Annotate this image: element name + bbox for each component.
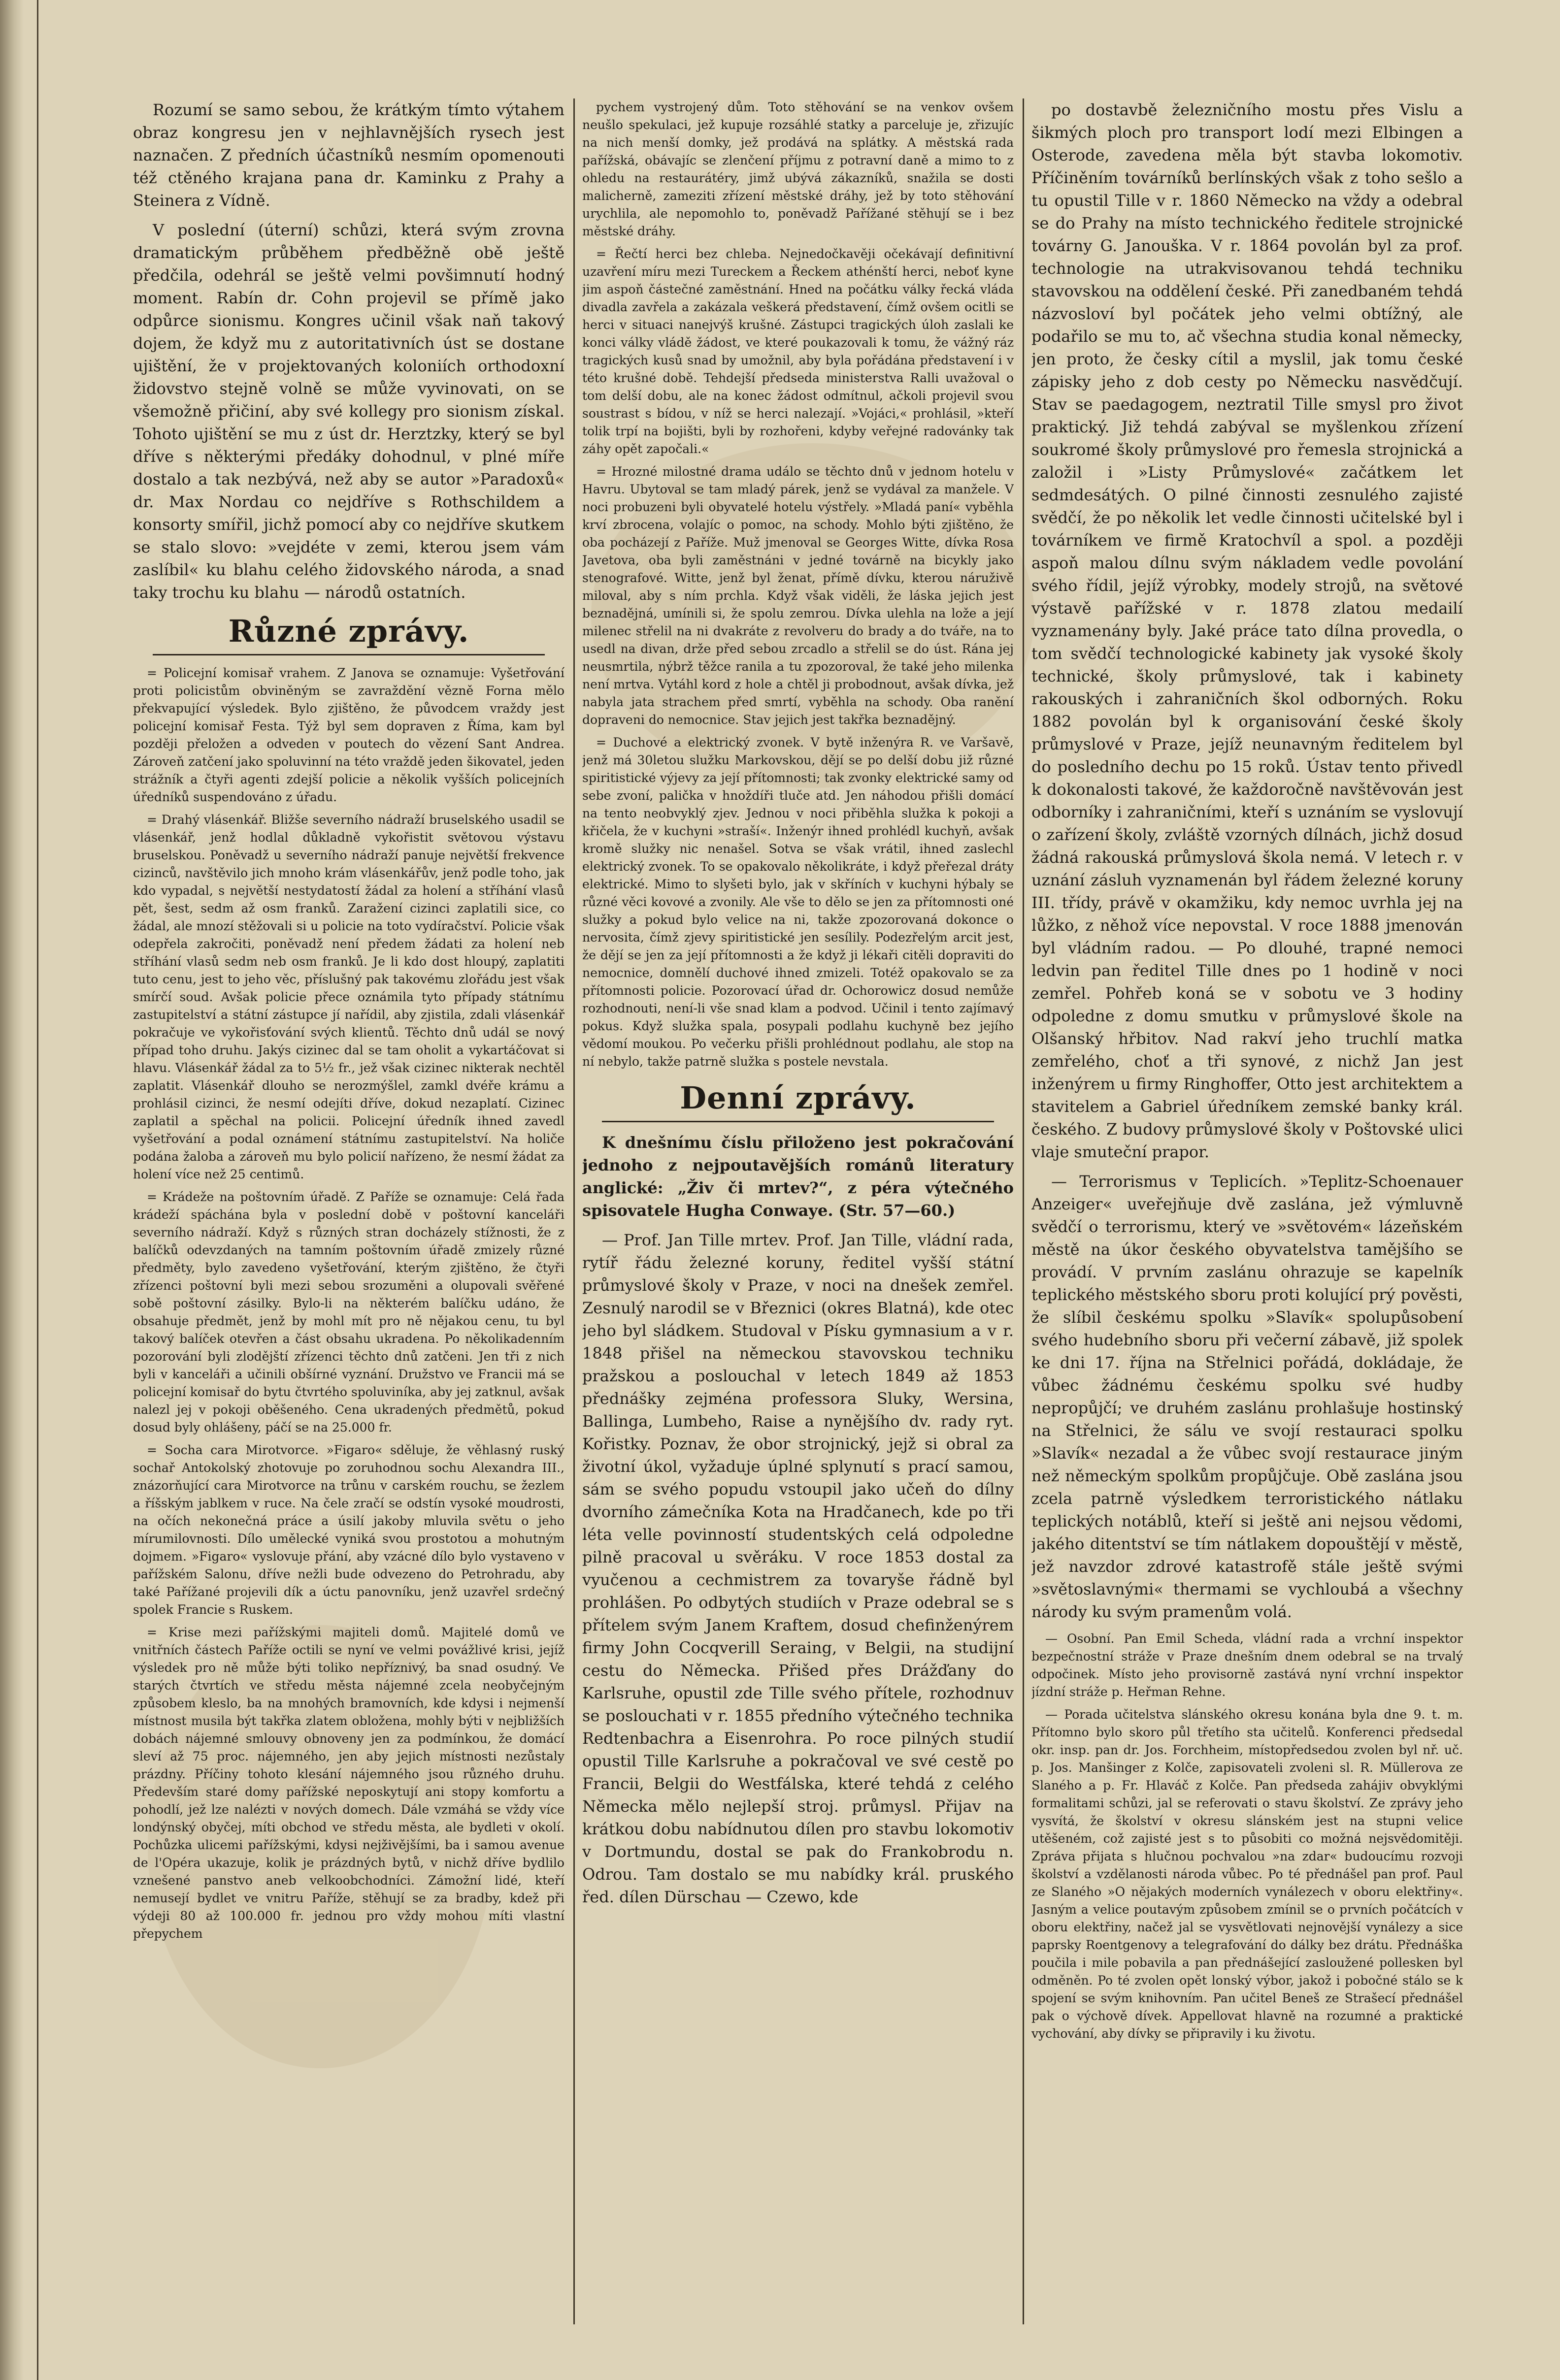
section-heading — [582, 1080, 1014, 1122]
article-paragraph: = Duchové a elektrický zvonek. V bytě inženýra R. ve Varšavě, jenž má 30letou služku Markovskou, dějí se po delší dobu již různé spiritistické výjevy za její přítomnosti; tak zvonky elektrické samy od sebe zvoní, palička v hnoždíři tluče atd. Jen náhodou přišli domácí na tento neobvyklý zjev. Jednou v noci přiběhla služka k pokoji a křičela, že v kuchyni »straší«. Inženýr ihned prohlédl kuchyň, avšak kromě služky nic nenašel. Sotva se však vrátil, ihned zaslechl elektrický zvonek. To se opakovalo několikráte, i když přeřezal dráty elektrické. Mimo to slyšeti bylo, jak v skříních v kuchyni hýbaly se různé věci kovové a zvonily. Ale vše to dělo se jen za přítomnosti oné služky a pokud bylo velice na ni, takže zpozorovaná dokonce o nervosita, čímž zjevy spiritistické jen sesílily. Podezřelým arcit jest, že dějí se jen za její přítomnosti a že když ji lékaři citěli dopraviti do nemocnice, domnělí duchové ihned zmizeli. Totéž opakovalo se za přítomnosti policie. Pozorovací úřad dr. Ochorowicz dosud nemůže rozhodnouti, není-li vše snad klam a podvod. Učinil i tento zajímavý pokus. Když služka spala, posypali podlahu kuchyně bez jejího vědomí moukou. Po večerku přišli prohlédnout podlahu, ale stop na ní nebylo, takže patrně služka s postele nevstala. — [582, 735, 1014, 1069]
section-heading — [133, 614, 564, 655]
article-paragraph: — Osobní. Pan Emil Scheda, vládní rada a vrchní inspektor bezpečnostní stráže v Praze dnešním dnem odebral se na trvalý odpočinek. Místo jeho provisorně zastává nyní vrchní inspektor jízdní stráže p. Heřman Rehne. — [1031, 1631, 1463, 1699]
heading-underline — [602, 1121, 994, 1122]
column-rule — [573, 98, 575, 2324]
article-paragraph: = Drahý vlásenkář. Bližše severního nádraží bruselského usadil se vlásenkář, jenž hodlal důkladně vykořistit světovou výstavu bruselskou. Poněvadž u severního nádraží panuje největší frekvence cizinců, navštěvilo jich mnoho krám vlásenkářův, jenž podle toho, jak kdo vypadal, s největší nestydatostí žádal za holení a stříhání vlasů pět, šest, sedm až osm franků. Zaražení cizinci zaplatili sice, co žádal, ale mnozí stěžovali si u policie na toto vydíračství. Policie však odepřela zakročiti, poněvadž není předem žádati za holení neb stříhání vlasů sedm neb osm franků. Je li kdo dost hloupý, zaplatiti tuto cenu, jest to jeho věc, příslušný pak takovému zlořádu jest však smírčí soud. Avšak policie přece oznámila tyto případy státnímu zastupitelství a státní zástupce jí nařídil, aby zjistila, zdali vlásenkář pokračuje ve vykořisťování svých klientů. Těchto dnů udál se nový případ toho druhu. Jakýs cizinec dal se tam oholit a vykartáčovat si hlavu. Vlásenkář žádal za to 5½ fr., jež však cizinec nikterak nechtěl zaplatit. Vlásenkář dlouho se nerozmýšlel, zamkl dvéře krámu a prohlásil cizinci, že nesmí odejíti dříve, dokud nezaplatí. Cizinec zaplatil a spěchal na policii. Policejní úředník ihned zavedl vyšetřování a podal oznámení státnímu zastupitelství. Na holiče podána žaloba a zároveň mu bylo policií nařízeno, že nesmí žádat za holení více než 25 centimů. — [133, 813, 564, 1181]
heading-underline — [153, 654, 545, 655]
margin-rule — [37, 0, 38, 2380]
section-heading-text: Denní zprávy. — [680, 1080, 916, 1116]
page-body — [133, 98, 1512, 2324]
article-paragraph: V poslední (úterní) schůzi, která svým zrovna dramatickým průběhem předběžně obě ještě předčila, odehrál se ještě velmi povšimnutí hodný moment. Rabín dr. Cohn projevil se přímě jako odpůrce sionismu. Kongres učinil však naň takový dojem, že když mu z autoritativních úst se dostane ujištění, že v projektovaných koloniích orthodoxní židovstvo stejně volně se může vyvinovati, on se všemožně přičiní, aby své kollegy pro sionism získal. Tohoto ujištění se mu z úst dr. Herztzky, který se byl dříve s některými předáky dohodnul, v plné míře dostalo a tak nezbývá, než aby se autor »Paradoxů« dr. Max Nordau co nejdříve s Rothschildem a konsorty smířil, jichž pomocí aby co nejdříve skutkem se stalo slovo: »vejdéte v zemi, kterou jsem vám zaslíbil« ku blahu celého židovského národa, a snad taky trochu ku blahu — národů ostatních. — [133, 221, 564, 602]
article-paragraph: = Hrozné milostné drama událo se těchto dnů v jednom hotelu v Havru. Ubytoval se tam mladý párek, jenž se vydával za manžele. V noci probuzeni byli obyvatelé hotelu výstřely. »Mladá paní« vyběhla krví zbrocena, volajíc o pomoc, na schody. Mohlo býti zjištěno, že oba pocházejí z Paříže. Muž jmenoval se Georges Witte, dívka Rosa Javetova, oba byli zaměstnáni v jedné továrně na bicykly jako stenografové. Witte, jenž byl ženat, přímě dívku, kterou náruživě miloval, aby s ním prchla. Když však viděli, že láska jejich jest beznadějná, umínili si, že spolu zemrou. Dívka ulehla na lože a její milenec střelil na ni dvakráte z revolveru do brady a do tváře, na to usedl na divan, drže před sebou zrcadlo a střelil se do úst. Rána jej neusmrtila, nýbrž těžce ranila a tu zpozoroval, že také jeho milenka není mrtva. Vytáhl kord z hole a chtěl ji probodnout, avšak dívka, jež nabyla jata strachem před smrtí, vyběhla na schody. Oba ranění dopraveni do nemocnice. Stav jejich jest takřka beznadějný. — [582, 464, 1014, 727]
article-paragraph: Rozumí se samo sebou, že krátkým tímto výtahem obraz kongresu jen v nejhlavnějších rysech jest naznačen. Z předních účastníků nesmím opomenouti též ctěného krajana pana dr. Kaminku z Prahy a Steinera z Vídně. — [133, 100, 564, 210]
column-rule — [1023, 98, 1024, 2324]
article-paragraph: po dostavbě železničního mostu přes Vislu a šikmých ploch pro transport lodí mezi Elbingen a Osterode, zavedena měla být stavba lokomotiv. Příčiněním továrníků berlínských však z toho sešlo a tu opustil Tille v r. 1860 Německo na vždy a odebral se do Prahy na místo technického ředitele strojnické továrny G. Janouška. V r. 1864 povolán byl za prof. technologie na utrakvisovanou tehdá techniku stavovskou na oddělení české. Při zanedbaném tehdá názvosloví byl počátek jeho velmi obtížný, ale podařilo se mu to, ač všechna studia konal německy, jen proto, že česky cítil a myslil, jak tomu české zápisky jeho z dob cesty po Německu nasvědčují. Stav se paedagogem, neztratil Tille smysl pro život praktický. Již tehdá zabýval se myšlenkou zřízení soukromé školy průmyslové pro řemesla strojnická a založil i »Listy Průmyslové« začátkem let sedmdesátých. O pilné činnosti zesnulého zajisté svědčí, že po několik let vedle činnosti učitelské byl i továrníkem ve firmě Kratochvíl a spol. a později aspoň malou dílnu svým nákladem vedle povolání svého řídil, jejíž výrobky, modely strojů, na světové výstavě pařížské v r. 1878 zlatou medailí vyznamenány byly. Jaké práce tato dílna provedla, o tom svědčí technologické kabinety jak vysoké školy technické, školy průmyslové, tak i kabinety rakouských i zahraničních škol odborných. Roku 1882 povolán byl k organisování české školy průmyslové v Praze, jejíž neunavným ředitelem byl do posledního dechu po 15 roků. Ústav tento přivedl k dokonalosti takové, že každoročně navštěvován jest odborníky i zahraničními, kteří s uznáním se vyslovují o zařízení školy, zvláště vzorných dílnách, jichž dosud žádná rakouská průmyslová škola nemá. V letech r. v uznání zásluh vyznamenán byl řádem železné koruny III. třídy, právě v okamžiku, kdy nemoc uvrhla jej na lůžko, z něhož více nepovstal. V roce 1888 jmenován byl vládním radou. — Po dlouhé, trapné nemoci ledvin pan ředitel Tille dnes po 1 hodině v noci zemřel. Pohřeb koná se v sobotu ve 3 hodiny odpoledne z domu smutku v průmyslové škole na Olšanský hřbitov. Nad rakví jeho truchlí matka zemřelého, choť a tři synové, z nichž Jan jest inženýrem u firmy Ringhoffer, Otto jest architektem a stavitelem a Gabriel úředníkem zemské banky král. českého. Z budovy průmyslové školy v Poštovské ulici vlaje smuteční prapor. — [1031, 100, 1463, 1161]
article-paragraph: = Krádeže na poštovním úřadě. Z Paříže se oznamuje: Celá řada krádeží spáchána byla v poslední době v poštovní kanceláři severního nádraží. Když s různých stran docházely stížnosti, že z balíčků odevzdaných na tamním poštovním úřadě zmizely různé předměty, bylo zavedeno vyšetřování, kterým zjištěno, že čtyři zřízenci poštovní byli mezi sebou srozuměni a olupovali svěřené sobě poštovní zásilky. Bylo-li na některém balíčku udáno, že obsahuje předmět, jenž by mohl mít pro ně nějakou cenu, tu byl takový balíček otevřen a část obsahu ukradena. Po několikadenním pozorování byli zlodějští zřízenci těchto dnů zatčeni. Jen tři z nich byli v kanceláři a učinili obšírné vyznání. Družstvo ve Francii má se policejní komisař do bytu čtvrtého spoluviníka, aby jej zatknul, avšak nalezl jej v pokoji oběšeného. Cena ukradených předmětů, pokud dosud byly ohlášeny, páčí se na 25.000 fr. — [133, 1190, 564, 1435]
section-heading-text: Různé zprávy. — [228, 613, 469, 649]
column-left — [133, 98, 564, 2324]
article-paragraph: K dnešnímu číslu přiloženo jest pokračování jednoho z nejpoutavějších románů literatury anglické: „Živ či mrtev?“, z péra výtečného spisovatele Hugha Conwaye. (Str. 57—60.) — [582, 1133, 1014, 1220]
column-middle — [582, 98, 1014, 2324]
article-paragraph: pychem vystrojený dům. Toto stěhování se na venkov ovšem neušlo spekulaci, jež kupuje rozsáhlé statky a parceluje je, zřizujíc na nich menší domky, jež prodává na splátky. A městská rada pařížská, obávajíc se zlenčení příjmu z potravní daně a mimo to z ohledu na restaurátéry, jimž ubývá zákazníků, snažila se dosti malicherně, zameziti zřízení městské dráhy, jež by toto stěhování urychlila, ale nepomohlo to, poněvadž Pařížané stěhují se i bez městské dráhy. — [582, 100, 1014, 238]
article-paragraph: = Řečtí herci bez chleba. Nejnedočkavěji očekávají definitivní uzavření míru mezi Tureckem a Řeckem athénští herci, neboť kyne jim aspoň částečné zaměstnání. Hned na počátku války řecká vláda divadla zavřela a zakázala veškerá představení, čímž ovšem ocitli se herci v situaci nanejvýš krušné. Zástupci tragických úloh zaslali ke konci války vládě žádost, ve které poukazovali k tomu, že vážný ráz tragických kusů snad by umožnil, aby byla pořádána představení i v této krušné době. Tehdejší předseda ministerstva Ralli uvažoval o tom delší dobu, ale na konec žádost odmítnul, ačkoli projevil svou soustrast s bídou, v níž se herci nalezají. »Vojáci,« prohlásil, »kteří tolik trpí na bojišti, byli by rozhořeni, kdyby veřejné radovánky tak záhy opět započali.« — [582, 247, 1014, 456]
article-paragraph: = Policejní komisař vrahem. Z Janova se oznamuje: Vyšetřování proti policistům obviněným se zavraždění vězně Forna mělo překvapující výsledek. Bylo zjištěno, že původcem vraždy jest policejní komisař Festa. Týž byl sem dopraven z Říma, kam byl později přeložen a odveden v poutech do vězení Sant Andrea. Zároveň zatčení jako spoluvinní na této vraždě jeden šikovatel, jeden strážník a čtyři agenti zdejší policie a několik vyšších policejních úředníků suspendováno z úřadu. — [133, 666, 564, 804]
article-paragraph: — Terrorismus v Teplicích. »Teplitz-Schoenauer Anzeiger« uveřejňuje dvě zaslána, jež výmluvně svědčí o terrorismu, který ve »světovém« lázeňském městě na úkor českého obyvatelstva tamějšího se provádí. V prvním zaslánu ohrazuje se kapelník teplického městského sboru proti kolující prý pověsti, že slíbil českému spolku »Slavík« spolupůsobení svého hudebního sboru při večerní zábavě, již spolek ke dni 17. října na Střelnici pořádá, dokládaje, že vůbec žádnému českému spolku své hudby nepropůjčí; ve druhém zaslánu prohlašuje hostinský na Střelnici, že sálu ve svojí restauraci spolku »Slavík« nezadal a že vůbec svojí restaurace jiným než německým spolkům propůjčuje. Obě zaslána jsou zcela patrně výsledkem terroristického nátlaku teplických notáblů, kteří si ještě ani nejsou vědomi, jakého ditentství se tím nátlakem dopouštějí v městě, jež navzdor zdrové katastrofě stále ještě svými »světoslavnými« thermami se vychloubá a všechny národy ku svým pramenům volá. — [1031, 1172, 1463, 1621]
article-paragraph: = Socha cara Mirotvorce. »Figaro« sděluje, že věhlasný ruský sochař Antokolský zhotovuje po zoruhodnou sochu Alexandra III., znázorňující cara Mirotvorce na trůnu v carském rouchu, se žezlem a říšským jablkem v ruce. Na čele zračí se odstín vysoké moudrosti, na očích nekonečná práce a úsilí jakoby mluvila světu o jeho mírumilovnosti. Dílo umělecké vyniká svou prostotou a mohutným dojmem. »Figaro« vyslovuje přání, aby vzácné dílo bylo vystaveno v pařížském Salonu, dříve nežli bude odvezeno do Petrohradu, aby také Pařížané projevili dík a úctu panovníku, jenž uzavřel srdečný spolek Francie s Ruskem. — [133, 1443, 564, 1617]
binding-gutter — [0, 0, 24, 2380]
article-paragraph: = Krise mezi pařížskými majiteli domů. Majitelé domů ve vnitřních částech Paříže octili se nyní ve velmi povážlivé krisi, jejíž výsledek pro ně může býti toliko nepříznivý, ba snad osudný. Ve starých čtvrtích ve středu města nájemné zcela neobyčejným způsobem kleslo, ba na mnohých bramovních, kde kdysi i nejmenší místnost musila být takřka zlatem obložena, mohly býti v nejbližších dobách nájemné smlouvy obnoveny jen za podmínkou, že domácí sleví až 75 proc. nájemného, jen aby jejich místnosti nezůstaly prázdny. Příčiny tohoto klesání nájemného jsou různého druhu. Především staré domy pařížské neposkytují ani stopy komfortu a pohodlí, jež lze nalézti v nových domech. Dále vzmáhá se vždy více londýnský obyčej, míti obchod ve středu města, ale bydleti v okolí. Pochůzka ulicemi pařížskými, kdysi nejživějšími, ba i samou avenue de l'Opéra ukazuje, kolik je prázdných bytů, v nichž dříve bydlilo vznešené panstvo aneb velkoobchodníci. Zámožní lidé, kteří nemusejí bydlet ve vnitru Paříže, stěhují se za bradby, kdež při výdeji 80 až 100.000 fr. jednou pro vždy mohou míti vlastní přepychem — [133, 1625, 564, 1941]
article-paragraph: — Porada učitelstva slánského okresu konána byla dne 9. t. m. Přítomno bylo skoro půl třetího sta učitelů. Konferenci předsedal okr. insp. pan dr. Jos. Forchheim, místopředsedou zvolen byl nř. uč. p. Jos. Manšinger z Kolče, zapisovateli zvoleni sl. R. Müllerova ze Slaného a p. Fr. Hlaváč z Kolče. Pan předseda zahájiv obvyklými formalitami schůzi, jal se referovati o stavu školství. Ze zprávy jeho vysvítá, že školství v okresu slánském jest na stupni velice utěšeném, což zajisté jest s to působiti co možná nejsvědomitěji. Zpráva přijata s hlučnou pochvalou »na zdar« budoucímu rozvoji školství a vzdělanosti národa vůbec. Po té přednášel pan prof. Paul ze Slaného »O nějakých moderních vynálezech v oboru elektřiny«. Jasným a velice poutavým způsobem zmínil se o prvních počátcích v oboru elektřiny, načež jal se vysvětlovati nejnovější vynálezy a sice paprsky Roentgenovy a telegrafování do dálky bez drátu. Přednáška poučila i mile pobavila a pan přednášející zasloužené pollesken byl odměněn. Po té zvolen opět lonský výbor, jakož i pobočné stálo se k spojení se svým knihovním. Pan učitel Beneš ze Strašecí přednášel pak o výchově dívek. Appellovat hlavně na rozumné a praktické vychování, aby dívky se připravily i ku životu. — [1031, 1707, 1463, 2041]
column-right — [1031, 98, 1463, 2324]
article-paragraph: — Prof. Jan Tille mrtev. Prof. Jan Tille, vládní rada, rytíř řádu železné koruny, ředitel vyšší státní průmyslové školy v Praze, v noci na dnešek zemřel. Zesnulý narodil se v Březnici (okres Blatná), kde otec jeho byl sládkem. Studoval v Písku gymnasium a v r. 1848 přišel na německou stavovskou techniku pražskou a poslouchal v letech 1849 až 1853 přednášky zejména professora Sluky, Wersina, Ballinga, Lumbeho, Raise a nynějšího dv. rady ryt. Kořistky. Poznav, že obor strojnický, jejž si obral za životní úkol, vyžaduje úplné splynutí s prací samou, sám se svého popudu vstoupil jako učeň do dílny dvorního zámečníka Kota na Hradčanech, kde po tři léta velle povinností studentských celá odpoledne pilně pracoval u svěráku. V roce 1853 dostal za vyučenou a cechmistrem za tovaryše řádně byl prohlášen. Po odbytých studiích v Praze odebral se s přítelem svým Janem Kraftem, dosud chefinženýrem firmy John Cocqverill Seraing, v Belgii, na studijní cestu do Německa. Přišed přes Drážďany do Karlsruhe, opustil zde Tille svého přítele, rozhodnuv se poslouchati v r. 1855 předního výtečného technika Redtenbachra a Eisenrohra. Po roce pilných studií opustil Tille Karlsruhe a pokračoval ve své cestě po Francii, Belgii do Westfálska, které tehdá z celého Německa mělo nejlepší stroj. průmysl. Přijav na krátkou dobu nabídnutou dílen pro stavbu lokomotiv v Dortmundu, dostal se pak do Frankobrodu n. Odrou. Tam dostalo se mu nabídky král. pruského řed. dílen Dürschau — Czewo, kde — [582, 1231, 1014, 1906]
